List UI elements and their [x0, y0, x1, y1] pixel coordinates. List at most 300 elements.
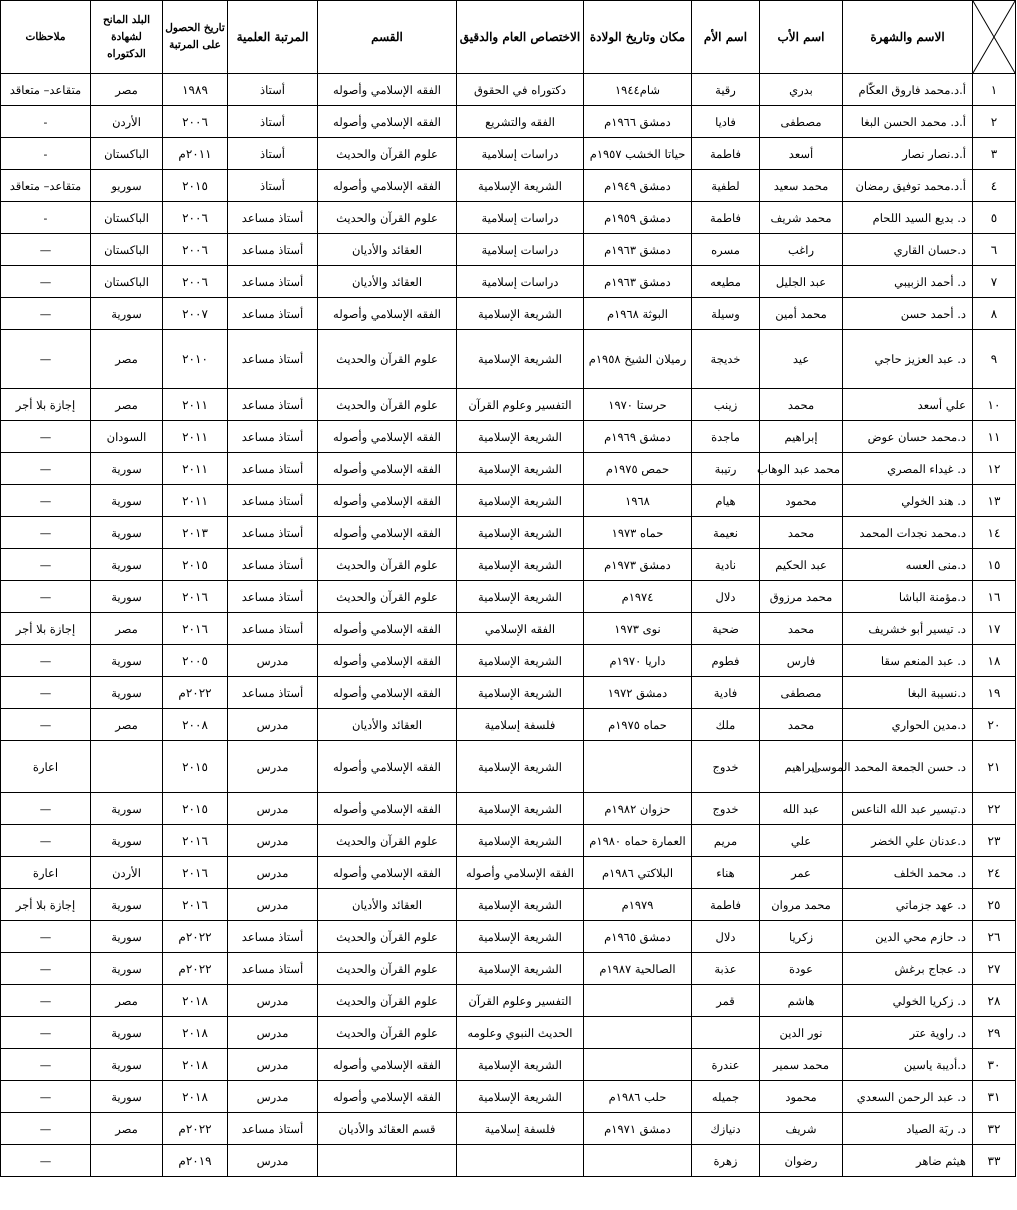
birth-place-date-cell: نوى ١٩٧٣ [584, 613, 692, 645]
rank-cell: أستاذ مساعد [228, 953, 318, 985]
father-name-cell: محمود [760, 485, 843, 517]
header-specialty: الاختصاص العام والدقيق [457, 1, 584, 74]
father-name-cell: محمد شريف [760, 202, 843, 234]
department-cell: العقائد والأديان [318, 889, 457, 921]
rank-date-cell: ٢٠١١م [163, 138, 228, 170]
doctorate-country-cell: مصر [91, 985, 163, 1017]
father-name-cell: محمد [760, 389, 843, 421]
department-cell [318, 1145, 457, 1177]
doctorate-country-cell: مصر [91, 709, 163, 741]
table-row [1, 645, 1016, 677]
birth-place-date-cell: البوثة ١٩٦٨م [584, 298, 692, 330]
notes-cell: - [1, 106, 91, 138]
table-row [1, 266, 1016, 298]
table-row [1, 889, 1016, 921]
department-cell: قسم العقائد والأديان [318, 1113, 457, 1145]
department-cell: الفقه الإسلامي وأصوله [318, 1049, 457, 1081]
doctorate-country-cell: سورية [91, 1049, 163, 1081]
table-row [1, 298, 1016, 330]
mother-name-cell: هيام [692, 485, 760, 517]
birth-place-date-cell: حياتا الخشب ١٩٥٧م [584, 138, 692, 170]
department-cell: علوم القرآن والحديث [318, 330, 457, 389]
mother-name-cell: نادية [692, 549, 760, 581]
table-row [1, 138, 1016, 170]
mother-name-cell: زينب [692, 389, 760, 421]
mother-name-cell: مسره [692, 234, 760, 266]
specialty-cell: الشريعة الإسلامية [457, 921, 584, 953]
row-number: ٢٨ [973, 985, 1016, 1017]
department-cell: الفقه الإسلامي وأصوله [318, 421, 457, 453]
specialty-cell: الحديث النبوي وعلومه [457, 1017, 584, 1049]
rank-cell: أستاذ مساعد [228, 517, 318, 549]
notes-cell: إجازة بلا أجر [1, 389, 91, 421]
birth-place-date-cell: العمارة حماه ١٩٨٠م [584, 825, 692, 857]
notes-cell: — [1, 1017, 91, 1049]
rank-date-cell: ٢٠١٥ [163, 170, 228, 202]
father-name-cell: فارس [760, 645, 843, 677]
rank-cell: مدرس [228, 645, 318, 677]
department-cell: الفقه الإسلامي وأصوله [318, 793, 457, 825]
father-name-cell: زكريا [760, 921, 843, 953]
diagonal-cross-icon [973, 1, 1015, 73]
father-name-cell: محمد سمير [760, 1049, 843, 1081]
row-number: ١٨ [973, 645, 1016, 677]
row-number: ١ [973, 74, 1016, 106]
department-cell: العقائد والأديان [318, 234, 457, 266]
doctorate-country-cell: سورية [91, 953, 163, 985]
department-cell: الفقه الإسلامي وأصوله [318, 613, 457, 645]
father-name-cell: نور الدين [760, 1017, 843, 1049]
father-name-cell: رضوان [760, 1145, 843, 1177]
table-row [1, 1049, 1016, 1081]
birth-place-date-cell: دمشق ١٩٦٩م [584, 421, 692, 453]
father-name-cell: محمد عبد الوهاب [760, 453, 843, 485]
rank-cell: مدرس [228, 1049, 318, 1081]
doctorate-country-cell: سورية [91, 298, 163, 330]
table-row [1, 953, 1016, 985]
header-country: البلد المانح لشهادة الدكتوراه [91, 1, 163, 74]
name-cell: د.منى العسه [843, 549, 973, 581]
rank-date-cell: ٢٠١٨ [163, 985, 228, 1017]
mother-name-cell: عذبة [692, 953, 760, 985]
name-cell: هيثم ضاهر [843, 1145, 973, 1177]
notes-cell: — [1, 825, 91, 857]
birth-place-date-cell [584, 1017, 692, 1049]
doctorate-country-cell: مصر [91, 389, 163, 421]
header-rank-date: تاريخ الحصول على المرتبة [163, 1, 228, 74]
mother-name-cell: ملك [692, 709, 760, 741]
mother-name-cell: فاطمة [692, 202, 760, 234]
notes-cell: - [1, 138, 91, 170]
specialty-cell: الفقه الإسلامي [457, 613, 584, 645]
department-cell: الفقه الإسلامي وأصوله [318, 677, 457, 709]
birth-place-date-cell: دمشق ١٩٦٣م [584, 234, 692, 266]
table-row [1, 613, 1016, 645]
mother-name-cell: زهرة [692, 1145, 760, 1177]
table-row [1, 106, 1016, 138]
mother-name-cell: دلال [692, 921, 760, 953]
birth-place-date-cell: البلاكتي ١٩٨٦م [584, 857, 692, 889]
department-cell: علوم القرآن والحديث [318, 138, 457, 170]
header-department: القسم [318, 1, 457, 74]
mother-name-cell: خدوج [692, 741, 760, 793]
table-row [1, 1113, 1016, 1145]
name-cell: د. عبد المنعم سقا [843, 645, 973, 677]
name-cell: د. راوية عتر [843, 1017, 973, 1049]
notes-cell: — [1, 953, 91, 985]
doctorate-country-cell: سوريو [91, 170, 163, 202]
father-name-cell: محمد [760, 517, 843, 549]
rank-date-cell: ٢٠١٦ [163, 581, 228, 613]
name-cell: د.حسان القاري [843, 234, 973, 266]
father-name-cell: محمد [760, 613, 843, 645]
specialty-cell: الشريعة الإسلامية [457, 453, 584, 485]
table-row [1, 485, 1016, 517]
doctorate-country-cell [91, 741, 163, 793]
specialty-cell: الشريعة الإسلامية [457, 953, 584, 985]
rank-date-cell: ٢٠١٦ [163, 825, 228, 857]
father-name-cell: أسعد [760, 138, 843, 170]
table-row [1, 677, 1016, 709]
birth-place-date-cell: حماه ١٩٧٣ [584, 517, 692, 549]
name-cell: علي أسعد [843, 389, 973, 421]
row-number: ٢٩ [973, 1017, 1016, 1049]
notes-cell: — [1, 485, 91, 517]
doctorate-country-cell: مصر [91, 613, 163, 645]
table-row [1, 741, 1016, 793]
birth-place-date-cell: ١٩٦٨ [584, 485, 692, 517]
name-cell: أ.د.نصار نصار [843, 138, 973, 170]
notes-cell: متقاعد– متعاقد [1, 74, 91, 106]
father-name-cell: عبد الجليل [760, 266, 843, 298]
doctorate-country-cell: الأردن [91, 857, 163, 889]
mother-name-cell: ضحية [692, 613, 760, 645]
doctorate-country-cell: سورية [91, 485, 163, 517]
specialty-cell: الشريعة الإسلامية [457, 330, 584, 389]
specialty-cell: دراسات إسلامية [457, 138, 584, 170]
notes-cell: — [1, 421, 91, 453]
rank-date-cell: ٢٠١٥ [163, 549, 228, 581]
rank-cell: أستاذ مساعد [228, 485, 318, 517]
father-name-cell: عودة [760, 953, 843, 985]
rank-cell: مدرس [228, 1081, 318, 1113]
row-number: ١٧ [973, 613, 1016, 645]
name-cell: د. تيسير أبو خشريف [843, 613, 973, 645]
rank-cell: مدرس [228, 889, 318, 921]
row-number: ٣٠ [973, 1049, 1016, 1081]
department-cell: علوم القرآن والحديث [318, 1017, 457, 1049]
notes-cell: اعارة [1, 741, 91, 793]
rank-date-cell: ٢٠١١ [163, 453, 228, 485]
name-cell: أ.د.محمد فاروق العكّام [843, 74, 973, 106]
row-number: ١٠ [973, 389, 1016, 421]
father-name-cell: محمد سعيد [760, 170, 843, 202]
notes-cell: — [1, 1145, 91, 1177]
rank-date-cell: ٢٠٢٢م [163, 677, 228, 709]
specialty-cell: الفقه والتشريع [457, 106, 584, 138]
birth-place-date-cell: ١٩٧٤م [584, 581, 692, 613]
doctorate-country-cell: سورية [91, 889, 163, 921]
table-row [1, 857, 1016, 889]
header-notes: ملاحظات [1, 1, 91, 74]
notes-cell: — [1, 1081, 91, 1113]
father-name-cell: عبد الله [760, 793, 843, 825]
mother-name-cell: مريم [692, 825, 760, 857]
specialty-cell: دكتوراه في الحقوق [457, 74, 584, 106]
doctorate-country-cell: سورية [91, 517, 163, 549]
father-name-cell: مصطفى [760, 106, 843, 138]
specialty-cell: الفقه الإسلامي وأصوله [457, 857, 584, 889]
department-cell: الفقه الإسلامي وأصوله [318, 106, 457, 138]
birth-place-date-cell: دمشق ١٩٦٥م [584, 921, 692, 953]
table-row [1, 1081, 1016, 1113]
table-row [1, 202, 1016, 234]
rank-date-cell: ٢٠١٦ [163, 889, 228, 921]
specialty-cell: فلسفة إسلامية [457, 709, 584, 741]
notes-cell: إجازة بلا أجر [1, 613, 91, 645]
rank-date-cell: ٢٠١١ [163, 421, 228, 453]
specialty-cell: دراسات إسلامية [457, 266, 584, 298]
mother-name-cell: فاديا [692, 106, 760, 138]
birth-place-date-cell: حلب ١٩٨٦م [584, 1081, 692, 1113]
doctorate-country-cell [91, 1145, 163, 1177]
rank-cell: مدرس [228, 793, 318, 825]
header-rank: المرتبة العلمية [228, 1, 318, 74]
mother-name-cell: لطفية [692, 170, 760, 202]
mother-name-cell: جميله [692, 1081, 760, 1113]
notes-cell: — [1, 298, 91, 330]
notes-cell: — [1, 1049, 91, 1081]
department-cell: العقائد والأديان [318, 709, 457, 741]
name-cell: د. حسن الجمعة المحمد الموسى [843, 741, 973, 793]
doctorate-country-cell: سورية [91, 1017, 163, 1049]
father-name-cell: هاشم [760, 985, 843, 1017]
specialty-cell: الشريعة الإسلامية [457, 549, 584, 581]
rank-date-cell: ٢٠٠٦ [163, 106, 228, 138]
father-name-cell: إبراهيم [760, 421, 843, 453]
father-name-cell: عمر [760, 857, 843, 889]
table-row [1, 825, 1016, 857]
department-cell: علوم القرآن والحديث [318, 202, 457, 234]
birth-place-date-cell [584, 1145, 692, 1177]
rank-cell: مدرس [228, 709, 318, 741]
name-cell: د. عبد الرحمن السعدي [843, 1081, 973, 1113]
department-cell: الفقه الإسلامي وأصوله [318, 645, 457, 677]
rank-date-cell: ٢٠١٣ [163, 517, 228, 549]
notes-cell: — [1, 330, 91, 389]
name-cell: د. أحمد حسن [843, 298, 973, 330]
rank-date-cell: ٢٠٠٨ [163, 709, 228, 741]
mother-name-cell [692, 1017, 760, 1049]
name-cell: د. هند الخولي [843, 485, 973, 517]
mother-name-cell: رتيبة [692, 453, 760, 485]
department-cell: العقائد والأديان [318, 266, 457, 298]
table-row [1, 549, 1016, 581]
rank-cell: أستاذ [228, 170, 318, 202]
birth-place-date-cell: دمشق ١٩٧٢ [584, 677, 692, 709]
doctorate-country-cell: سورية [91, 677, 163, 709]
specialty-cell: الشريعة الإسلامية [457, 485, 584, 517]
notes-cell: — [1, 677, 91, 709]
name-cell: د. بديع السيد اللحام [843, 202, 973, 234]
doctorate-country-cell: الأردن [91, 106, 163, 138]
mother-name-cell: ماجدة [692, 421, 760, 453]
rank-cell: أستاذ مساعد [228, 266, 318, 298]
doctorate-country-cell: الباكستان [91, 138, 163, 170]
doctorate-country-cell: الباكستان [91, 266, 163, 298]
name-cell: د.مدين الحواري [843, 709, 973, 741]
rank-cell: أستاذ مساعد [228, 389, 318, 421]
notes-cell: — [1, 645, 91, 677]
row-number: ٢٠ [973, 709, 1016, 741]
doctorate-country-cell: سورية [91, 549, 163, 581]
name-cell: د. عهد جزماتي [843, 889, 973, 921]
rank-date-cell: ٢٠١١ [163, 389, 228, 421]
specialty-cell: الشريعة الإسلامية [457, 645, 584, 677]
mother-name-cell: فادية [692, 677, 760, 709]
name-cell: د.مؤمنة الباشا [843, 581, 973, 613]
father-name-cell: محمد أمين [760, 298, 843, 330]
row-number: ٧ [973, 266, 1016, 298]
birth-place-date-cell: الصالحية ١٩٨٧م [584, 953, 692, 985]
row-number: ٢١ [973, 741, 1016, 793]
rank-cell: أستاذ مساعد [228, 330, 318, 389]
specialty-cell: الشريعة الإسلامية [457, 421, 584, 453]
table-body [1, 74, 1016, 1177]
specialty-cell [457, 1145, 584, 1177]
name-cell: أ.د. محمد الحسن البغا [843, 106, 973, 138]
rank-date-cell: ٢٠١٩م [163, 1145, 228, 1177]
doctorate-country-cell: سورية [91, 921, 163, 953]
notes-cell: — [1, 549, 91, 581]
name-cell: د. عبد العزيز حاجي [843, 330, 973, 389]
table-row [1, 330, 1016, 389]
table-row [1, 234, 1016, 266]
row-number: ١٢ [973, 453, 1016, 485]
father-name-cell: محمود [760, 1081, 843, 1113]
table-row [1, 389, 1016, 421]
department-cell: علوم القرآن والحديث [318, 825, 457, 857]
rank-cell: مدرس [228, 741, 318, 793]
mother-name-cell: خدوج [692, 793, 760, 825]
notes-cell: — [1, 1113, 91, 1145]
notes-cell: — [1, 266, 91, 298]
father-name-cell: علي [760, 825, 843, 857]
notes-cell: - [1, 202, 91, 234]
rank-date-cell: ٢٠١٠ [163, 330, 228, 389]
specialty-cell: دراسات إسلامية [457, 202, 584, 234]
rank-cell: أستاذ مساعد [228, 298, 318, 330]
name-cell: د. محمد الخلف [843, 857, 973, 889]
row-number: ١٣ [973, 485, 1016, 517]
birth-place-date-cell: حمص ١٩٧٥م [584, 453, 692, 485]
header-name: الاسم والشهرة [843, 1, 973, 74]
row-number: ٣٢ [973, 1113, 1016, 1145]
rank-date-cell: ٢٠٠٦ [163, 202, 228, 234]
birth-place-date-cell: دمشق ١٩٧٣م [584, 549, 692, 581]
row-number: ٩ [973, 330, 1016, 389]
rank-date-cell: ٢٠٢٢م [163, 953, 228, 985]
doctorate-country-cell: سورية [91, 793, 163, 825]
department-cell: الفقه الإسلامي وأصوله [318, 517, 457, 549]
mother-name-cell: دنيازك [692, 1113, 760, 1145]
doctorate-country-cell: سورية [91, 581, 163, 613]
row-number: ٢٦ [973, 921, 1016, 953]
notes-cell: — [1, 921, 91, 953]
row-number: ٦ [973, 234, 1016, 266]
name-cell: أ.د.محمد توفيق رمضان [843, 170, 973, 202]
doctorate-country-cell: السودان [91, 421, 163, 453]
rank-cell: أستاذ مساعد [228, 677, 318, 709]
row-number: ٢٢ [973, 793, 1016, 825]
row-number: ٣٣ [973, 1145, 1016, 1177]
department-cell: الفقه الإسلامي وأصوله [318, 1081, 457, 1113]
birth-place-date-cell: شام١٩٤٤ [584, 74, 692, 106]
rank-date-cell: ٢٠٠٦ [163, 234, 228, 266]
table-row [1, 1145, 1016, 1177]
specialty-cell: الشريعة الإسلامية [457, 298, 584, 330]
department-cell: الفقه الإسلامي وأصوله [318, 170, 457, 202]
specialty-cell: فلسفة إسلامية [457, 1113, 584, 1145]
birth-place-date-cell: دمشق ١٩٥٩م [584, 202, 692, 234]
name-cell: د.نسيبة البغا [843, 677, 973, 709]
notes-cell: — [1, 581, 91, 613]
birth-place-date-cell: دمشق ١٩٦٦م [584, 106, 692, 138]
name-cell: د. غيداء المصري [843, 453, 973, 485]
rank-date-cell: ٢٠١٨ [163, 1017, 228, 1049]
specialty-cell: الشريعة الإسلامية [457, 1081, 584, 1113]
notes-cell: — [1, 709, 91, 741]
header-row [1, 1, 1016, 74]
row-number: ٢٤ [973, 857, 1016, 889]
rank-cell: أستاذ مساعد [228, 234, 318, 266]
rank-cell: مدرس [228, 1017, 318, 1049]
name-cell: د.محمد حسان عوض [843, 421, 973, 453]
department-cell: علوم القرآن والحديث [318, 389, 457, 421]
mother-name-cell: فاطمة [692, 889, 760, 921]
doctorate-country-cell: مصر [91, 74, 163, 106]
notes-cell: — [1, 453, 91, 485]
rank-date-cell: ١٩٨٩ [163, 74, 228, 106]
rank-date-cell: ٢٠١١ [163, 485, 228, 517]
name-cell: د.تيسير عبد الله الناعس [843, 793, 973, 825]
rank-cell: مدرس [228, 825, 318, 857]
department-cell: الفقه الإسلامي وأصوله [318, 74, 457, 106]
name-cell: د. ربَة الصياد [843, 1113, 973, 1145]
father-name-cell: بدري [760, 74, 843, 106]
row-number: ٨ [973, 298, 1016, 330]
doctorate-country-cell: سورية [91, 1081, 163, 1113]
mother-name-cell: هناء [692, 857, 760, 889]
mother-name-cell: دلال [692, 581, 760, 613]
specialty-cell: الشريعة الإسلامية [457, 825, 584, 857]
row-number: ٢٥ [973, 889, 1016, 921]
notes-cell: متقاعد– متعاقد [1, 170, 91, 202]
rank-cell: أستاذ مساعد [228, 1113, 318, 1145]
specialty-cell: الشريعة الإسلامية [457, 581, 584, 613]
header-father: اسم الأب [760, 1, 843, 74]
rank-cell: مدرس [228, 857, 318, 889]
corner-cell [973, 1, 1016, 74]
table-row [1, 1017, 1016, 1049]
table-row [1, 453, 1016, 485]
father-name-cell: عيد [760, 330, 843, 389]
table-row [1, 921, 1016, 953]
rank-date-cell: ٢٠٠٧ [163, 298, 228, 330]
name-cell: د. حازم محي الدين [843, 921, 973, 953]
rank-cell: مدرس [228, 985, 318, 1017]
row-number: ٤ [973, 170, 1016, 202]
